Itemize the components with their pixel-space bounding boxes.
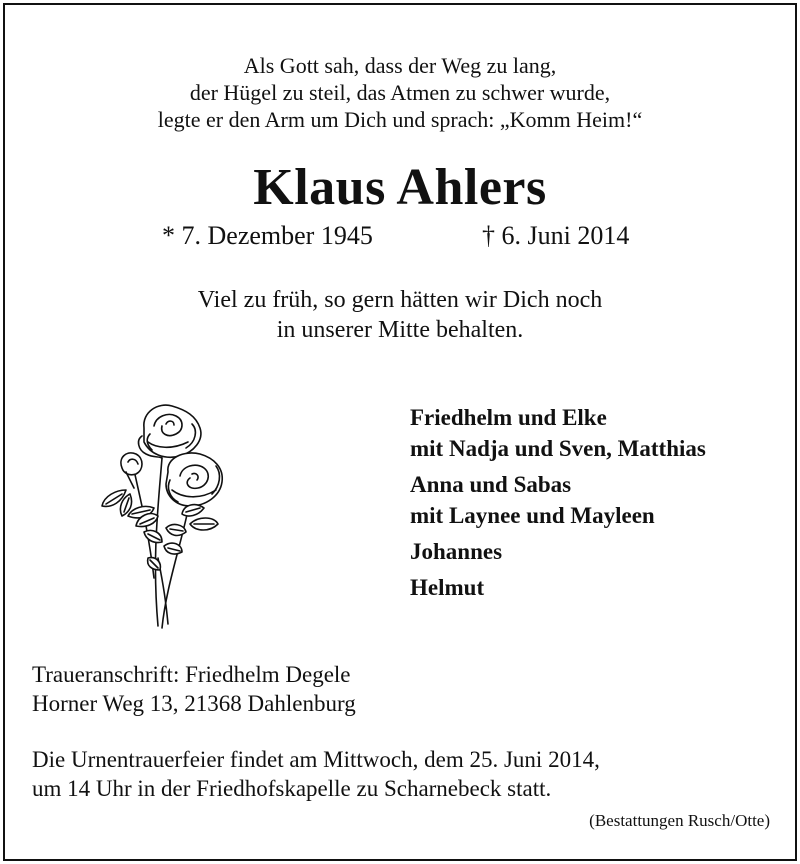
death-date: † 6. Juni 2014	[482, 221, 630, 250]
mourner-line: Johannes	[410, 539, 503, 564]
poem-line: der Hügel zu steil, das Atmen zu schwer wurde,	[189, 80, 611, 105]
mourner-line: mit Laynee und Mayleen	[410, 503, 655, 528]
deceased-name: Klaus Ahlers	[253, 159, 547, 216]
poem-line: Als Gott sah, dass der Weg zu lang,	[243, 53, 557, 78]
birth-date: * 7. Dezember 1945	[162, 221, 373, 250]
sentiment-line: Viel zu früh, so gern hätten wir Dich noch	[197, 287, 603, 313]
mourner-line: Friedhelm und Elke	[410, 405, 607, 430]
ceremony-info	[32, 745, 600, 803]
poem-line: legte er den Arm um Dich und sprach: „Komm Heim!“	[157, 107, 643, 132]
mourner-line: Anna und Sabas	[410, 472, 572, 497]
mourner-group	[410, 402, 706, 464]
sentiment-line: in unserer Mitte behalten.	[276, 317, 524, 343]
sentiment-text	[0, 285, 800, 345]
mourner-group	[410, 536, 706, 567]
undertaker-credit: (Bestattungen Rusch/Otte)	[589, 811, 770, 830]
mourner-line: mit Nadja und Sven, Matthias	[410, 436, 706, 461]
mourners-list	[410, 402, 706, 608]
mourning-address	[32, 660, 356, 718]
memorial-poem	[0, 52, 800, 133]
mourner-group	[410, 469, 706, 531]
rose-icon	[92, 398, 227, 633]
address-line: Horner Weg 13, 21368 Dahlenburg	[32, 691, 356, 716]
ceremony-line: Die Urnentrauerfeier findet am Mittwoch, dem 25. Juni 2014,	[32, 747, 600, 772]
mourner-line: Helmut	[410, 575, 485, 600]
ceremony-line: um 14 Uhr in der Friedhofskapelle zu Scharnebeck statt.	[32, 776, 552, 801]
mourner-group	[410, 572, 706, 603]
address-line: Traueranschrift: Friedhelm Degele	[32, 662, 351, 687]
